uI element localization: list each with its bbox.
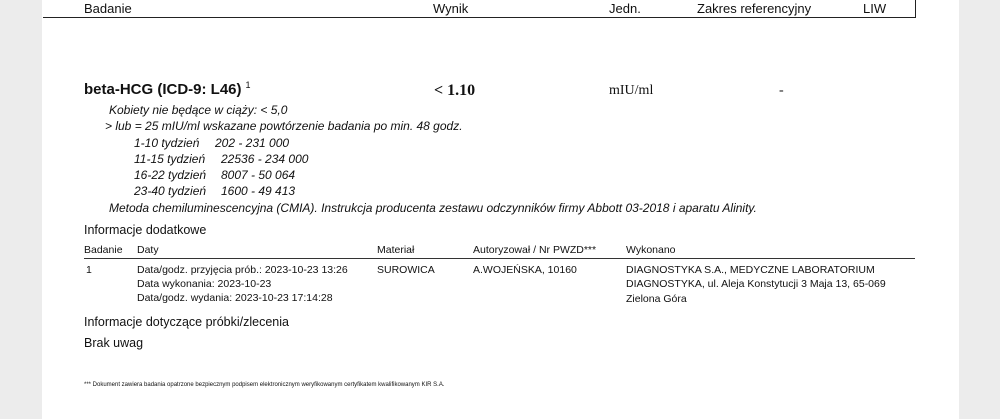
- sample-info-title: Informacje dotyczące próbki/zlecenia: [84, 315, 289, 329]
- week-label: 16-22 tydzień: [134, 168, 207, 182]
- header-right-border: [915, 0, 916, 18]
- header-range: Zakres referencyjny: [697, 1, 812, 16]
- row-performed-line: DIAGNOSTYKA S.A., MEDYCZNE LABORATORIUM: [626, 264, 875, 276]
- test-footnote: 1: [245, 80, 251, 90]
- row-material: SUROWICA: [377, 264, 435, 276]
- row-authorized: A.WOJEŃSKA, 10160: [473, 264, 577, 276]
- row-date-issued: Data/godz. wydania: 2023-10-23 17:14:28: [137, 292, 333, 304]
- row-date-performed: Data wykonania: 2023-10-23: [137, 278, 272, 290]
- col-performed: Wykonano: [626, 244, 676, 256]
- header-result: Wynik: [433, 1, 469, 16]
- note-line: > lub = 25 mIU/ml wskazane powtórzenie badania po min. 48 godz.: [105, 119, 463, 133]
- col-authorized: Autoryzował / Nr PWZD***: [473, 244, 597, 256]
- col-test: Badanie: [84, 244, 123, 256]
- row-performed-line: DIAGNOSTYKA, ul. Aleja Konstytucji 3 Maja 13, 65-069: [626, 278, 886, 290]
- header-test: Badanie: [84, 1, 132, 16]
- header-divider: [43, 17, 916, 18]
- test-unit: mIU/ml: [609, 83, 654, 98]
- row-performed-line: Zielona Góra: [626, 293, 687, 305]
- method-note: Metoda chemiluminescencyjna (CMIA). Instrukcja producenta zestawu odczynników firmy Abbott 03-2018 i aparatu Alinity.: [109, 201, 757, 215]
- header-liw: LIW: [863, 1, 887, 16]
- week-range: 8007 - 50 064: [221, 168, 296, 182]
- row-test-number: 1: [86, 264, 92, 276]
- week-range: 22536 - 234 000: [221, 152, 309, 166]
- sample-info-text: Brak uwag: [84, 336, 144, 350]
- note-line: Kobiety nie będące w ciąży: < 5,0: [109, 103, 288, 117]
- header-unit: Jedn.: [609, 1, 641, 16]
- additional-divider: [84, 258, 915, 259]
- test-range: -: [779, 83, 784, 98]
- col-material: Materiał: [377, 244, 415, 256]
- week-label: 11-15 tydzień: [134, 152, 206, 166]
- col-dates: Daty: [137, 244, 159, 256]
- test-result: < 1.10: [434, 82, 476, 99]
- week-label: 23-40 tydzień: [134, 184, 207, 198]
- footer-note: *** Dokument zawiera badania opatrzone bezpiecznym podpisem elektronicznym weryfikowanym certyfikatem kwalifikowanym KIR S.A.: [84, 382, 445, 388]
- additional-info-title: Informacje dodatkowe: [84, 223, 207, 237]
- week-range: 202 - 231 000: [215, 136, 290, 150]
- week-label: 1-10 tydzień: [134, 136, 200, 150]
- week-range: 1600 - 49 413: [221, 184, 296, 198]
- test-name: beta-HCG (ICD-9: L46) $^1$: [84, 80, 251, 98]
- row-date-received: Data/godz. przyjęcia prób.: 2023-10-23 13:26: [137, 264, 348, 276]
